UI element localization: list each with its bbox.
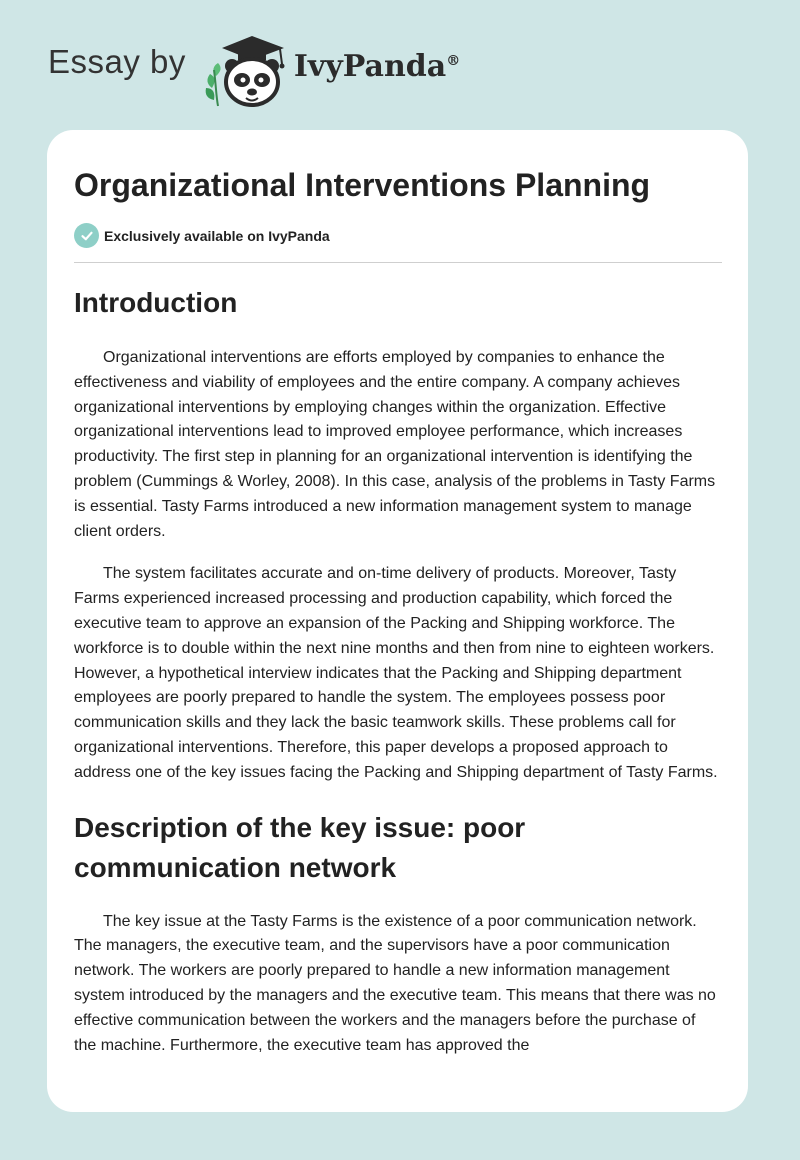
paragraph: The key issue at the Tasty Farms is the existence of a poor communication network. The managers, the executive team, and the supervisors have a poor communication network. The workers are poorly prepared to handle a new information management system introduced by the managers and the executive team. This means that there was no effective communication between the workers and the managers before the purchase of the machine. Furthermore, the executive team has approved the [74,912,716,1054]
exclusive-label: Exclusively available on IvyPanda [104,227,330,244]
section-heading-key-issue: Description of the key issue: poor communication network [74,811,526,883]
page-title: Organizational Interventions Planning [74,167,651,203]
brand-header[interactable] [48,30,460,110]
essay-by-label: Essay by [48,43,186,80]
check-icon [74,223,99,248]
paragraph: The system facilitates accurate and on-time delivery of products. Moreover, Tasty Farms experienced increased processing and production capability, which forced the executive team to approve an expansion of the Packing and Shipping workforce. The workforce is to double within the next nine months and then from nine to eighteen workers. However, a hypothetical interview indicates that the Packing and Shipping department employees are poorly prepared to handle the system. The employees possess poor communication skills and they lack the basic teamwork skills. These problems call for organizational interventions. Therefore, this paper develops a proposed approach to address one of the key issues facing the Packing and Shipping department of Tasty Farms. [74,565,718,781]
exclusive-badge [74,223,722,248]
divider [74,262,722,263]
paragraph: Organizational interventions are efforts employed by companies to enhance the effectiveness and viability of employees and the entire company. A company achieves organizational interventions by employing changes within the organization. Effective organizational interventions lead to improved employee performance, which increases productivity. The first step in planning for an organizational intervention is identifying the problem (Cummings & Worley, 2008). In this case, analysis of the problems in Tasty Farms is essential. Tasty Farms introduced a new information management system to manage client orders. [74,349,716,540]
registered-mark: ® [446,52,461,69]
ivypanda-logo-icon [202,30,292,110]
essay-card [47,130,748,1112]
brand-name: IvyPanda® [293,48,461,84]
section-heading-introduction: Introduction [74,287,238,318]
